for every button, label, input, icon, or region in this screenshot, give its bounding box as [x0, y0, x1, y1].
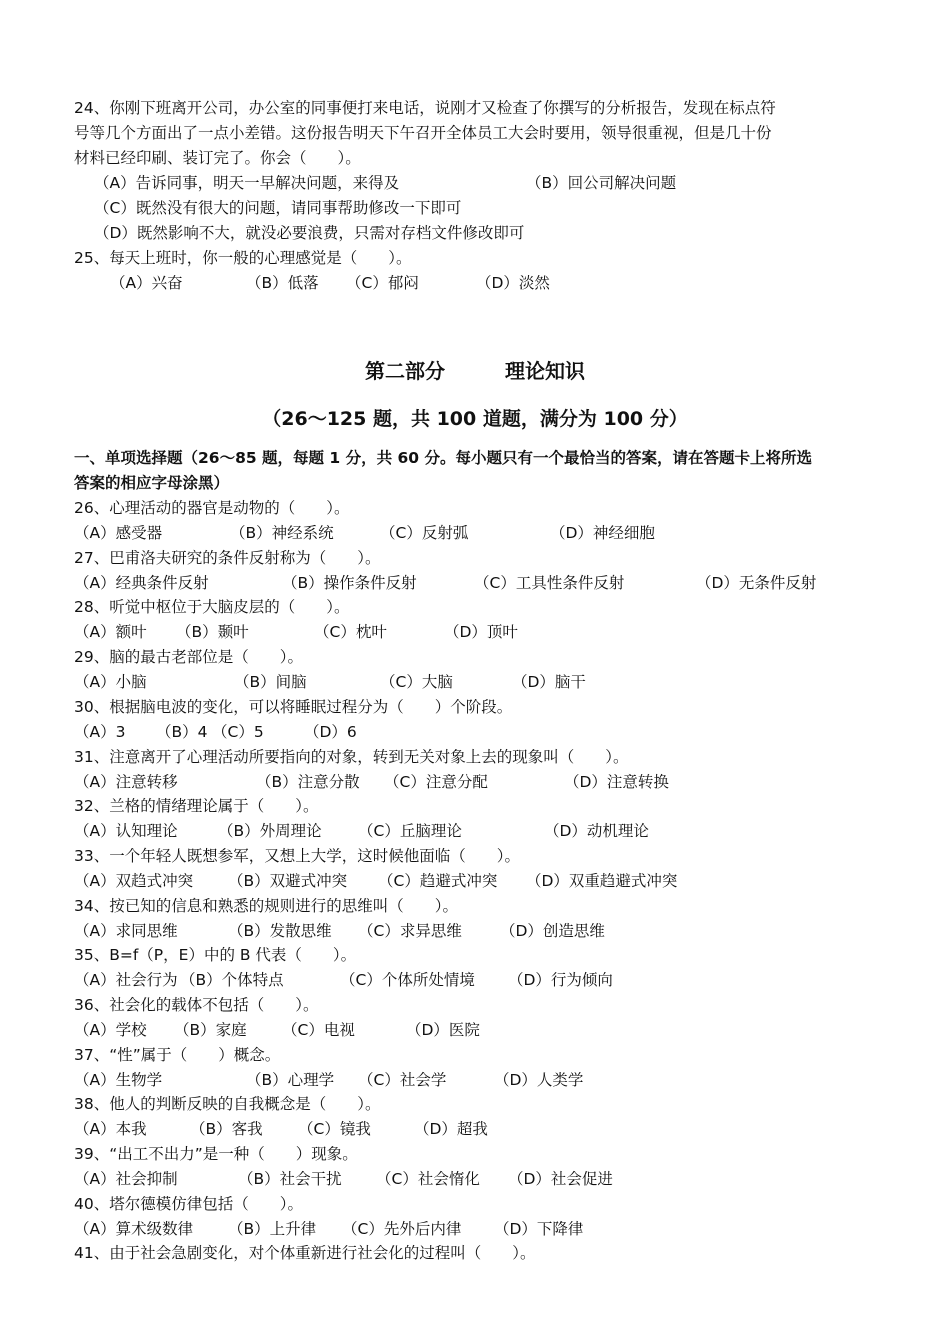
question-option-b: （B）神经系统 — [230, 524, 334, 542]
question-option-c: （C）大脑 — [380, 673, 453, 692]
question-option-a: （A）额叶 — [74, 623, 147, 642]
question-option-c: （C）反射弧 — [380, 524, 469, 542]
q24-option-a: （A）告诉同事，明天一早解决问题，来得及 — [94, 174, 400, 192]
q24-option-d: （D）既然影响不大，就没必要浪费，只需对存档文件修改即可 — [94, 224, 525, 242]
question-stem: 35、B=f（P，E）中的 B 代表（ ）。 — [74, 946, 357, 965]
part-subtitle: （26～125 题，共 100 道题，满分为 100 分） — [262, 408, 688, 430]
question-option-c: （C）社会惰化 — [376, 1170, 480, 1189]
question-option-a: （A）社会行为 — [74, 971, 178, 990]
question-stem: 33、一个年轻人既想参军，又想上大学，这时候他面临（ ）。 — [74, 846, 520, 865]
q25-option-d: （D）淡然 — [476, 274, 550, 292]
question-option-a: （A）生物学 — [74, 1070, 163, 1089]
question-option-d: （D）神经细胞 — [550, 524, 655, 542]
question-option-b: （B）发散思维 — [228, 921, 332, 940]
question-option-c: （C）求异思维 — [358, 921, 462, 940]
question-option-c: （C）个体所处情境 — [340, 971, 475, 990]
question-option-d: （D）脑干 — [512, 673, 586, 692]
section-heading-line2: 答案的相应字母涂黑） — [74, 474, 230, 492]
question-option-b: （B）颞叶 — [176, 623, 249, 642]
question-option-d: （D）注意转换 — [564, 772, 669, 791]
question-stem: 39、“出工不出力”是一种（ ）现象。 — [74, 1145, 358, 1164]
question-option-d: （D）行为倾向 — [508, 971, 613, 990]
question-option-a: （A）学校 — [74, 1021, 147, 1039]
question-option-a: （A）感受器 — [74, 524, 163, 542]
q24-option-c: （C）既然没有很大的问题，请同事帮助修改一下即可 — [94, 199, 462, 217]
q25-option-b: （B）低落 — [246, 274, 319, 292]
question-option-d: （D）无条件反射 — [696, 573, 817, 592]
question-option-c: （C）趋避式冲突 — [378, 871, 498, 890]
question-option-a: （A）算术级数律 — [74, 1219, 194, 1238]
question-stem: 40、塔尔德模仿律包括（ ）。 — [74, 1194, 303, 1213]
question-stem: 27、巴甫洛夫研究的条件反射称为（ ）。 — [74, 548, 381, 567]
question-stem: 31、注意离开了心理活动所要指向的对象，转到无关对象上去的现象叫（ ）。 — [74, 747, 629, 766]
question-option-b: （B）操作条件反射 — [282, 573, 417, 592]
question-option-b: （B）外周理论 — [218, 822, 322, 841]
question-option-a: （A）经典条件反射 — [74, 573, 209, 592]
q24-stem-line2: 号等几个方面出了一点小差错。这份报告明天下午召开全体员工大会时要用，领导很重视，但是几十份 — [74, 124, 772, 142]
question-stem: 37、“性”属于（ ）概念。 — [74, 1045, 281, 1064]
question-option-b: （B）双避式冲突 — [228, 871, 348, 890]
question-option-c: （C）5 — [212, 722, 264, 741]
question-option-c: （C）社会学 — [358, 1070, 447, 1089]
q24-option-b: （B）回公司解决问题 — [526, 174, 677, 192]
question-stem: 30、根据脑电波的变化，可以将睡眠过程分为（ ）个阶段。 — [74, 697, 513, 716]
part-title: 第二部分 理论知识 — [365, 359, 585, 383]
question-option-a: （A）本我 — [74, 1120, 147, 1139]
question-option-d: （D）顶叶 — [444, 623, 518, 642]
question-option-a: （A）认知理论 — [74, 822, 178, 841]
q41-stem: 41、由于社会急剧变化，对个体重新进行社会化的过程叫（ ）。 — [74, 1244, 536, 1262]
question-option-c: （C）镜我 — [298, 1120, 371, 1139]
question-stem: 26、心理活动的器官是动物的（ ）。 — [74, 499, 350, 517]
q25-option-a: （A）兴奋 — [110, 274, 183, 292]
question-option-c: （C）先外后内律 — [342, 1219, 462, 1238]
question-option-b: （B）上升律 — [228, 1219, 317, 1238]
question-option-b: （B）客我 — [190, 1120, 263, 1139]
question-stem: 29、脑的最古老部位是（ ）。 — [74, 648, 303, 667]
question-option-b: （B）注意分散 — [256, 772, 360, 791]
question-option-a: （A）社会抑制 — [74, 1170, 178, 1189]
question-option-a: （A）求同思维 — [74, 921, 178, 940]
question-option-b: （B）社会干扰 — [238, 1170, 342, 1189]
question-option-d: （D）人类学 — [494, 1070, 584, 1089]
question-option-a: （A）双趋式冲突 — [74, 871, 194, 890]
question-stem: 36、社会化的载体不包括（ ）。 — [74, 996, 319, 1014]
question-option-d: （D）6 — [304, 722, 357, 741]
question-option-a: （A）注意转移 — [74, 772, 178, 791]
question-option-b: （B）个体特点 — [180, 971, 284, 990]
question-option-d: （D）双重趋避式冲突 — [526, 871, 678, 890]
question-option-c: （C）工具性条件反射 — [474, 573, 625, 592]
question-option-d: （D）医院 — [406, 1021, 480, 1039]
question-option-c: （C）电视 — [282, 1021, 355, 1039]
question-option-a: （A）小脑 — [74, 673, 147, 692]
q25-stem: 25、每天上班时，你一般的心理感觉是（ ）。 — [74, 249, 412, 267]
q24-stem-line1: 24、你刚下班离开公司，办公室的同事便打来电话，说刚才又检查了你撰写的分析报告，发现在标点符 — [74, 99, 776, 117]
q24-stem-line3: 材料已经印刷、装订完了。你会（ ）。 — [74, 149, 361, 167]
question-option-c: （C）丘脑理论 — [358, 822, 462, 841]
question-stem: 38、他人的判断反映的自我概念是（ ）。 — [74, 1095, 381, 1114]
question-stem: 32、兰格的情绪理论属于（ ）。 — [74, 797, 319, 816]
question-option-d: （D）动机理论 — [544, 822, 649, 841]
question-option-b: （B）家庭 — [174, 1021, 247, 1039]
question-option-d: （D）社会促进 — [508, 1170, 613, 1189]
question-stem: 34、按已知的信息和熟悉的规则进行的思维叫（ ）。 — [74, 896, 458, 915]
question-option-c: （C）枕叶 — [314, 623, 387, 642]
question-option-d: （D）下降律 — [494, 1219, 584, 1238]
question-stem: 28、听觉中枢位于大脑皮层的（ ）。 — [74, 598, 350, 617]
question-option-d: （D）创造思维 — [500, 921, 605, 940]
question-option-d: （D）超我 — [414, 1120, 488, 1139]
question-option-c: （C）注意分配 — [384, 772, 488, 791]
question-option-b: （B）心理学 — [246, 1070, 335, 1089]
q25-option-c: （C）郁闷 — [346, 274, 419, 292]
question-option-b: （B）4 — [156, 722, 208, 741]
question-option-a: （A）3 — [74, 722, 126, 741]
question-option-b: （B）间脑 — [234, 673, 307, 692]
section-heading-line1: 一、单项选择题（26～85 题，每题 1 分，共 60 分。每小题只有一个最恰当的答案，请在答题卡上将所选 — [74, 449, 812, 467]
